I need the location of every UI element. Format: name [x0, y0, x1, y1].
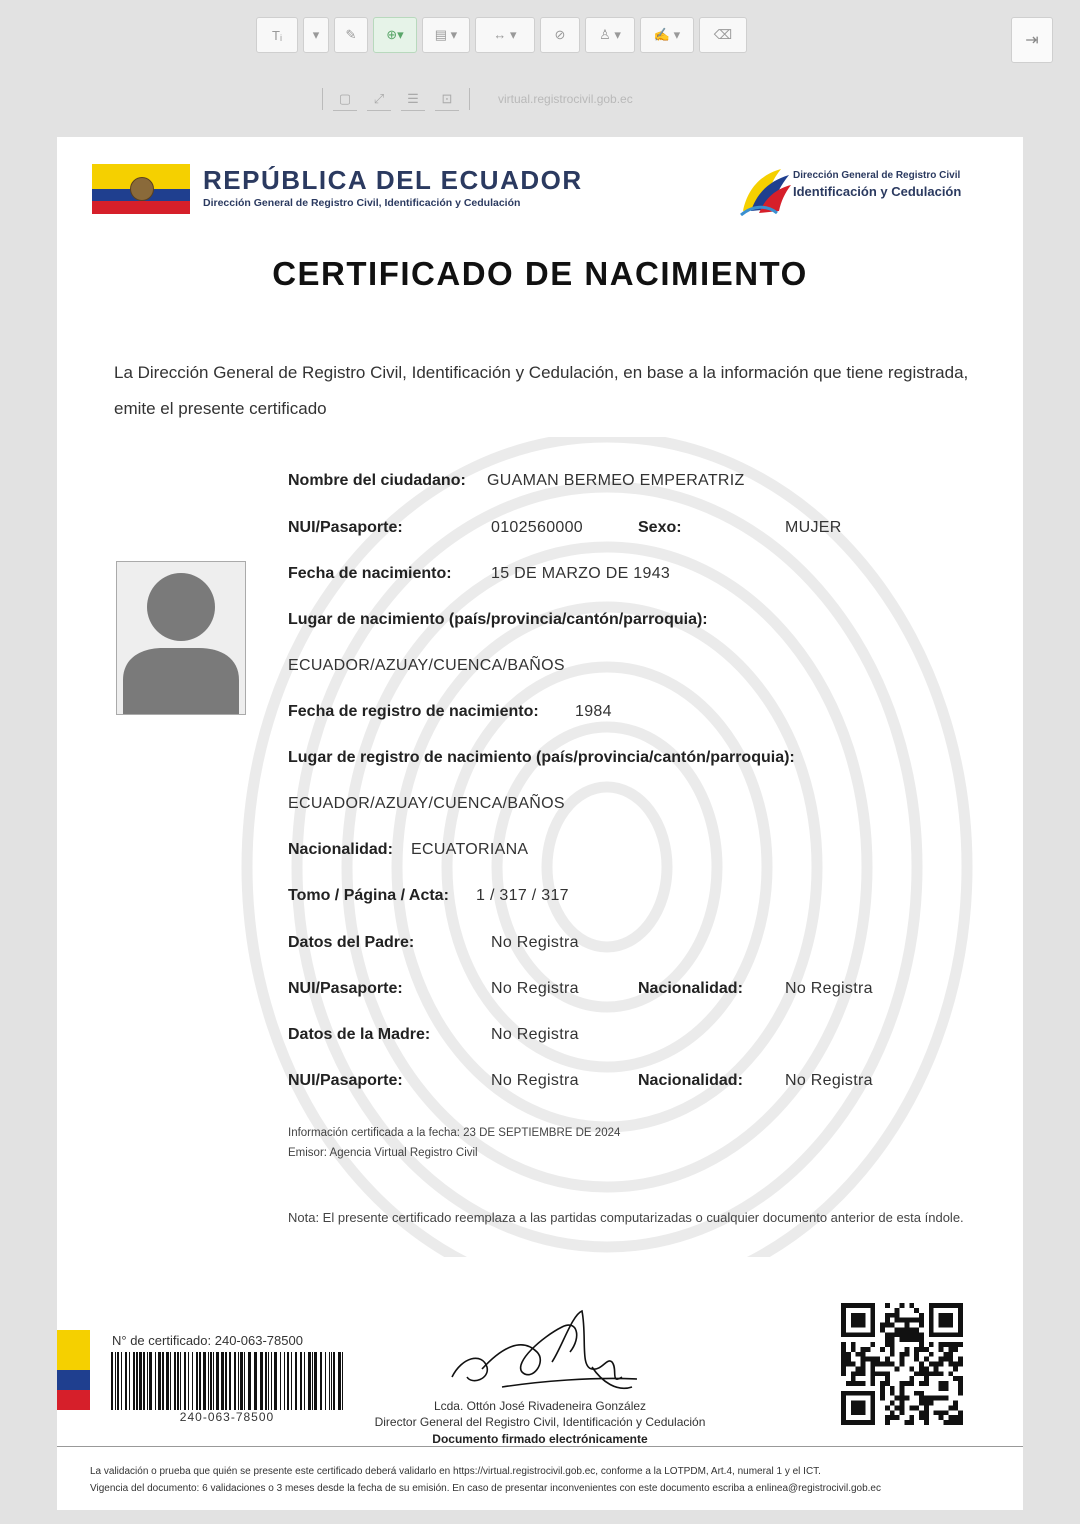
- lugar-registro-label: Lugar de registro de nacimiento (país/provincia/cantón/parroquia):: [288, 749, 795, 766]
- note-button[interactable]: ▤ ▾: [422, 17, 470, 53]
- footer-line-1: La validación o prueba que quién se presente este certificado deberá validarlo en https://virtual.registrocivil.gob.ec, conforme a la LOTPDM, Art.4, numeral 1 y el ICT.: [90, 1466, 821, 1477]
- certificate-number: N° de certificado: 240-063-78500: [112, 1333, 303, 1348]
- person-avatar-icon: [117, 562, 245, 714]
- delete-button[interactable]: ⌫: [699, 17, 747, 53]
- padre-label: Datos del Padre:: [288, 934, 415, 951]
- citizen-photo-placeholder: [116, 561, 246, 715]
- nacionalidad-value: ECUATORIANA: [411, 841, 529, 858]
- fecha-registro-label: Fecha de registro de nacimiento:: [288, 703, 539, 720]
- intro-paragraph: La Dirección General de Registro Civil, Identificación y Cedulación, en base a la información que tiene registrada, emite el presente certificado: [114, 363, 969, 418]
- fecha-nacimiento-label: Fecha de nacimiento:: [288, 565, 452, 582]
- handwritten-signature-icon: [442, 1307, 642, 1402]
- padre-value: No Registra: [491, 934, 579, 951]
- signed-electronically: Documento firmado electrónicamente: [432, 1432, 648, 1446]
- sexo-value: MUJER: [785, 519, 842, 536]
- dropdown-button[interactable]: ▾: [303, 17, 329, 53]
- madre-nui-label: NUI/Pasaporte:: [288, 1072, 403, 1089]
- nombre-label: Nombre del ciudadano:: [288, 472, 466, 489]
- flag-stripe-icon: [57, 1330, 90, 1410]
- madre-label: Datos de la Madre:: [288, 1026, 431, 1043]
- pen-button[interactable]: ✎: [334, 17, 368, 53]
- lugar-nacimiento-value: ECUADOR/AZUAY/CUENCA/BAÑOS: [288, 657, 565, 674]
- barcode-number: 240-063-78500: [179, 1410, 275, 1424]
- republic-subtitle: Dirección General de Registro Civil, Identificación y Cedulación: [203, 197, 521, 209]
- padre-nacionalidad-label: Nacionalidad:: [638, 980, 743, 997]
- frame-icon[interactable]: ⊡: [435, 88, 459, 111]
- padre-nui-value: No Registra: [491, 980, 579, 997]
- secondary-toolbar: [322, 86, 633, 112]
- certificate-title: CERTIFICADO DE NACIMIENTO: [272, 255, 808, 292]
- stamp-button[interactable]: ♙ ▾: [585, 17, 635, 53]
- annotation-toolbar: [256, 17, 747, 53]
- qr-code-icon[interactable]: [841, 1303, 963, 1425]
- sexo-label: Sexo:: [638, 519, 682, 536]
- line-button[interactable]: ↔ ▾: [475, 17, 535, 53]
- nui-value: 0102560000: [491, 519, 583, 536]
- divider: [322, 88, 323, 110]
- lugar-nacimiento-label: Lugar de nacimiento (país/provincia/cantón/parroquia):: [288, 611, 708, 628]
- signer-title: Director General del Registro Civil, Identificación y Cedulación: [374, 1415, 706, 1429]
- url-text: virtual.registrocivil.gob.ec: [498, 92, 633, 106]
- emisor-text: Emisor: Agencia Virtual Registro Civil: [288, 1147, 478, 1159]
- madre-nui-value: No Registra: [491, 1072, 579, 1089]
- tomo-value: 1 / 317 / 317: [476, 887, 569, 904]
- nombre-value: GUAMAN BERMEO EMPERATRIZ: [487, 472, 745, 489]
- certified-date-text: Información certificada a la fecha: 23 DE SEPTIEMBRE DE 2024: [288, 1127, 621, 1139]
- madre-nacionalidad-label: Nacionalidad:: [638, 1072, 743, 1089]
- highlight-button[interactable]: ⊕▾: [373, 17, 417, 53]
- nui-label: NUI/Pasaporte:: [288, 519, 403, 536]
- padre-nacionalidad-value: No Registra: [785, 980, 873, 997]
- side-panel-button[interactable]: ⇥: [1011, 17, 1053, 63]
- ecuador-flag-icon: [92, 164, 190, 214]
- padre-nui-label: NUI/Pasaporte:: [288, 980, 403, 997]
- fecha-nacimiento-value: 15 DE MARZO DE 1943: [491, 565, 671, 582]
- republic-title: REPÚBLICA DEL ECUADOR: [203, 165, 583, 195]
- eraser-button[interactable]: ⊘: [540, 17, 580, 53]
- layout-icon[interactable]: ☰: [401, 88, 425, 111]
- page-icon[interactable]: ▢: [333, 88, 357, 111]
- madre-nacionalidad-value: No Registra: [785, 1072, 873, 1089]
- divider: [469, 88, 470, 110]
- nacionalidad-label: Nacionalidad:: [288, 841, 393, 858]
- footer-line-2: Vigencia del documento: 6 validaciones o 3 meses desde la fecha de su emisión. En caso de presentar inconvenientes con este documento escriba a enlinea@registrocivil.gob.ec: [90, 1483, 881, 1494]
- text-format-button[interactable]: Tᵢ: [256, 17, 298, 53]
- footer-divider: [57, 1446, 1023, 1447]
- logo-line-1: Dirección General de Registro Civil: [793, 170, 961, 181]
- registro-civil-logo-icon: [737, 161, 793, 217]
- signature-button[interactable]: ✍ ▾: [640, 17, 694, 53]
- lugar-registro-value: ECUADOR/AZUAY/CUENCA/BAÑOS: [288, 795, 565, 812]
- document-page: [57, 137, 1023, 1510]
- tomo-label: Tomo / Página / Acta:: [288, 887, 449, 904]
- note-paragraph: Nota: El presente certificado reemplaza a las partidas computarizadas o cualquier documento anterior de esta índole.: [288, 1210, 964, 1225]
- zoom-icon[interactable]: ⤢: [367, 88, 391, 111]
- fecha-registro-value: 1984: [575, 703, 612, 720]
- logo-line-2: Identificación y Cedulación: [793, 184, 962, 199]
- madre-value: No Registra: [491, 1026, 579, 1043]
- signer-name: Lcda. Ottón José Rivadeneira González: [433, 1399, 647, 1413]
